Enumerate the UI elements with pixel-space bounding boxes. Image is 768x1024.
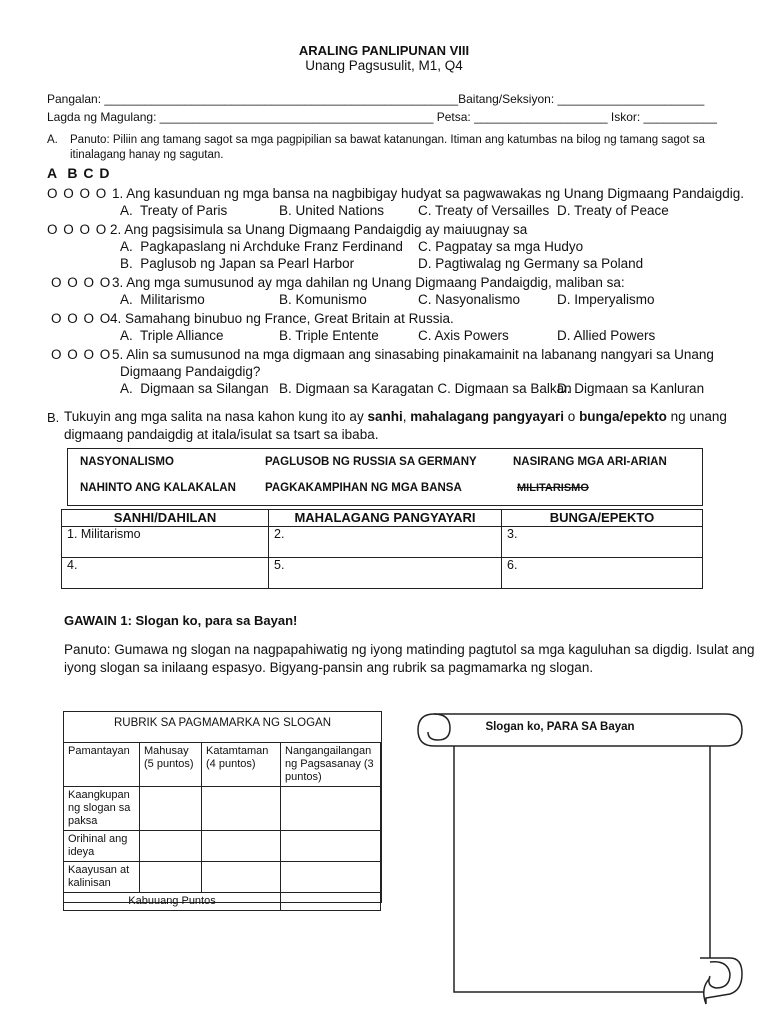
word-paglusob: PAGLUSOB NG RUSSIA SA GERMANY [265, 456, 477, 468]
rubric-cell[interactable] [140, 831, 202, 862]
cell-5[interactable]: 5. [269, 558, 502, 589]
rubric-cell[interactable] [140, 787, 202, 831]
word-nasyonalismo: NASYONALISMO [80, 456, 174, 468]
answer-circles-q4[interactable]: O O O O [51, 311, 112, 326]
part-b-letter: B. [47, 410, 60, 425]
choice-3a: A. Militarismo [120, 292, 205, 307]
choice-1c: C. Treaty of Versailles [418, 203, 550, 218]
signature-line[interactable]: Lagda ng Magulang: _________________________________________ Petsa: ____________________ Iskor: ___________ [47, 110, 717, 124]
rubric-total-cell[interactable] [281, 893, 381, 911]
table-row [64, 787, 381, 831]
rubric-title: RUBRIK SA PAGMAMARKA NG SLOGAN [113, 717, 332, 729]
page-subtitle: Unang Pagsusulit, M1, Q4 [305, 58, 463, 73]
rubric-criterion-kaangkupan: Kaangkupan ng slogan sa paksa [64, 787, 140, 831]
header-bunga: BUNGA/EPEKTO [502, 510, 703, 527]
header-sanhi: SANHI/DAHILAN [62, 510, 269, 527]
cell-1[interactable]: 1. Militarismo [62, 527, 269, 558]
choice-5b-c: B. Digmaan sa Karagatan C. Digmaan sa Balkan [279, 381, 572, 396]
question-2: 2. Ang pagsisimula sa Unang Digmaang Pandaigdig ay maiuugnay sa [110, 222, 528, 237]
answer-circles-q5[interactable]: O O O O [51, 347, 112, 362]
rubric-criterion-orihinal: Orihinal ang ideya [64, 831, 140, 862]
word-militarismo: MILITARISMO [517, 482, 589, 494]
rubric-cell[interactable] [202, 862, 281, 893]
choice-5a: A. Digmaan sa Silangan [120, 381, 269, 396]
answer-column-header: A B C D [47, 165, 111, 181]
part-a-instruction-1: Panuto: Piliin ang tamang sagot sa mga pagpipilian sa bawat katanungan. Itiman ang katumbas na bilog ng tamang sagot sa [70, 134, 705, 146]
question-1: 1. Ang kasunduan ng mga bansa na nagbibigay hudyat sa pagwawakas ng Unang Digmaang Pandaigdig. [112, 186, 744, 201]
page-title: ARALING PANLIPUNAN VIII [298, 43, 470, 58]
cell-3[interactable]: 3. [502, 527, 703, 558]
part-b-instruction-2: digmaang pandaigdig at itala/isulat sa tsart sa ibaba. [64, 427, 379, 442]
choice-3b: B. Komunismo [279, 292, 367, 307]
word-nasirang-ari-arian: NASIRANG MGA ARI-ARIAN [513, 456, 667, 468]
cell-2[interactable]: 2. [269, 527, 502, 558]
rubric-total-label: Kabuuang Puntos [64, 893, 281, 911]
choice-3c: C. Nasyonalismo [418, 292, 521, 307]
question-5: 5. Alin sa sumusunod na mga digmaan ang sinasabing pinakamainit na labanang nangyari sa Unang [112, 347, 714, 362]
rubric-criterion-kaayusan: Kaayusan at kalinisan [64, 862, 140, 893]
choice-3d: D. Imperyalismo [557, 292, 655, 307]
choice-2d: D. Pagtiwalag ng Germany sa Poland [418, 256, 644, 271]
cell-4[interactable]: 4. [62, 558, 269, 589]
rubric-header-nangangailangan: Nangangailangan ng Pagsasanay (3 puntos) [281, 743, 381, 787]
table-row [64, 893, 381, 911]
answer-circles-q2[interactable]: O O O O [47, 222, 108, 237]
choice-5d: D. Digmaan sa Kanluran [557, 381, 705, 396]
answer-circles-q3[interactable]: O O O O [51, 275, 112, 290]
choice-1b: B. United Nations [279, 203, 385, 218]
question-4: 4. Samahang binubuo ng France, Great Britain at Russia. [110, 311, 454, 326]
part-a-instruction-2: itinalagang hanay ng sagutan. [70, 149, 224, 161]
rubric-cell[interactable] [281, 831, 381, 862]
gawain-instruction-1: Panuto: Gumawa ng slogan na nagpapahiwatig ng iyong matinding pagtutol sa mga kaguluhan sa digdig. Isulat ang [64, 642, 755, 657]
rubric-table [63, 742, 381, 911]
rubric-cell[interactable] [281, 787, 381, 831]
part-b-instruction-1: Tukuyin ang mga salita na nasa kahon kung ito ay sanhi, mahalagang pangyayari o bunga/epekto ng unang [64, 409, 727, 424]
answer-circles-q1[interactable]: O O O O [47, 186, 108, 201]
table-row [64, 862, 381, 893]
rubric-cell[interactable] [281, 862, 381, 893]
header-pangyayari: MAHALAGANG PANGYAYARI [269, 510, 502, 527]
word-box [67, 448, 703, 506]
choice-1a: A. Treaty of Paris [120, 203, 228, 218]
scroll-title: Slogan ko, PARA SA Bayan [485, 721, 635, 733]
rubric-cell[interactable] [202, 787, 281, 831]
table-row [62, 558, 703, 589]
rubric-cell[interactable] [202, 831, 281, 862]
cell-6[interactable]: 6. [502, 558, 703, 589]
table-row [64, 831, 381, 862]
word-pagkakampihan: PAGKAKAMPIHAN NG MGA BANSA [265, 482, 462, 494]
slogan-area[interactable] [458, 760, 700, 980]
choice-4b: B. Triple Entente [279, 328, 379, 343]
rubric-cell[interactable] [140, 862, 202, 893]
choice-2a: A. Pagkapaslang ni Archduke Franz Ferdinand [120, 239, 403, 254]
choice-1d: D. Treaty of Peace [557, 203, 669, 218]
rubric-header-katamtaman: Katamtaman (4 puntos) [202, 743, 281, 787]
choice-4a: A. Triple Alliance [120, 328, 224, 343]
choice-2c: C. Pagpatay sa mga Hudyo [418, 239, 584, 254]
name-line[interactable]: Pangalan: _____________________________________________________Baitang/Seksiyon: ______________________ [47, 92, 705, 106]
gawain-title: GAWAIN 1: Slogan ko, para sa Bayan! [64, 613, 298, 628]
gawain-instruction-2: iyong slogan sa inilaang espasyo. Bigyang-pansin ang rubrik sa pagmamarka ng slogan. [64, 660, 594, 675]
word-nahinto-kalakalan: NAHINTO ANG KALAKALAN [80, 482, 236, 494]
cause-event-effect-table [61, 509, 703, 589]
choice-4c: C. Axis Powers [418, 328, 509, 343]
rubric-header-mahusay: Mahusay (5 puntos) [140, 743, 202, 787]
choice-4d: D. Allied Powers [557, 328, 656, 343]
part-a-letter: A. [47, 134, 58, 146]
table-row [62, 527, 703, 558]
rubric-header-pamantayan: Pamantayan [64, 743, 140, 787]
question-3: 3. Ang mga sumusunod ay mga dahilan ng Unang Digmaang Pandaigdig, maliban sa: [112, 275, 625, 290]
choice-2b: B. Paglusob ng Japan sa Pearl Harbor [120, 256, 355, 271]
question-5-cont: Digmaang Pandaigdig? [120, 364, 261, 379]
